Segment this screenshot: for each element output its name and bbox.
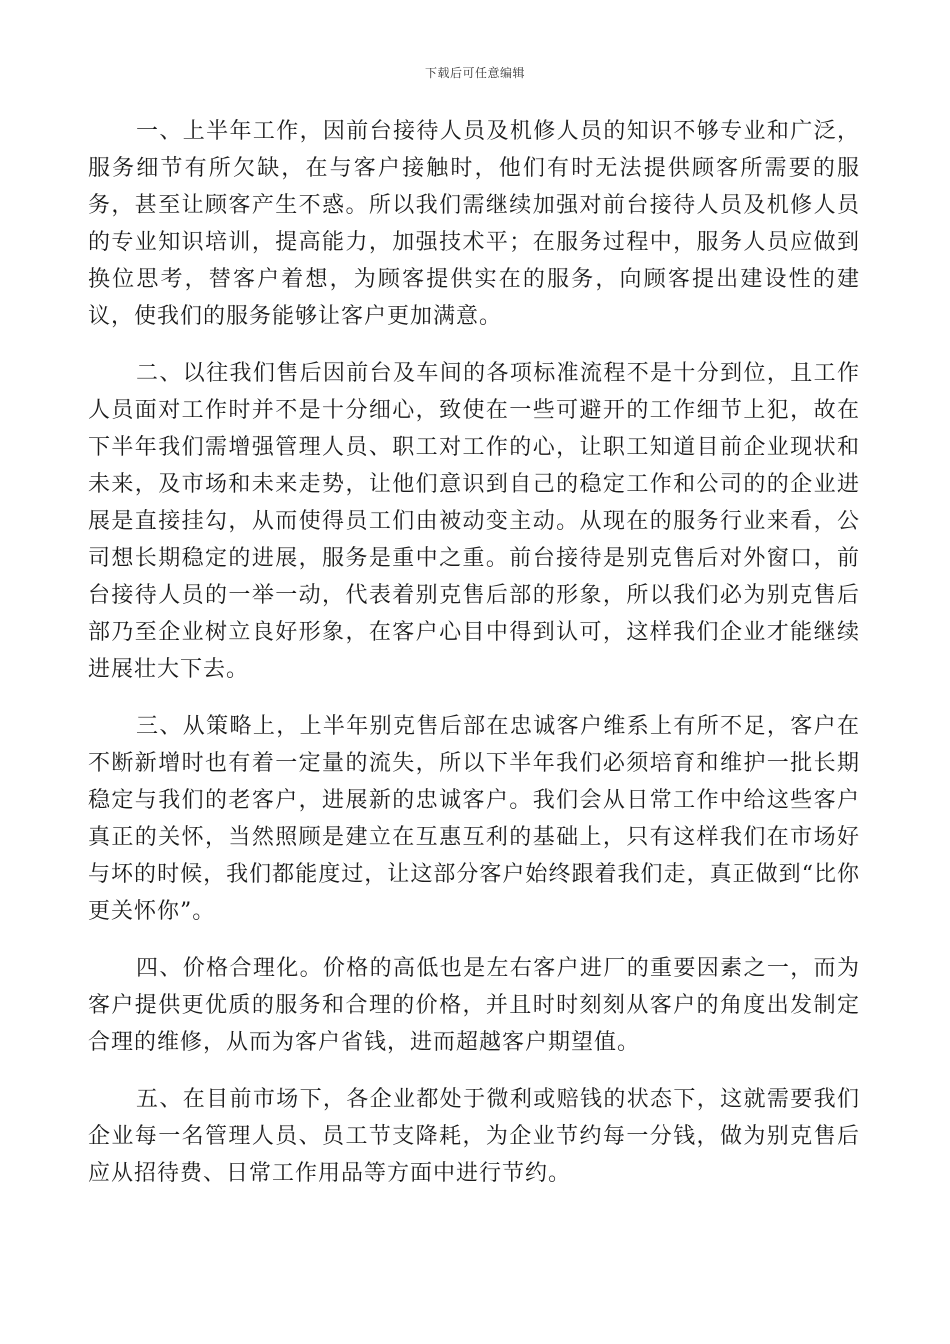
paragraph-3: 三、从策略上，上半年别克售后部在忠诚客户维系上有所不足，客户在不断新增时也有着一定量的流失，所以下半年我们必须培育和维护一批长期稳定与我们的老客户，进展新的忠诚客户。我们会从日常工作中给这些客户真正的关怀，当然照顾是建立在互惠互利的基础上，只有这样我们在市场好与坏的时候，我们都能度过，让这部分客户始终跟着我们走，真正做到“比你更关怀你”。: [88, 714, 860, 924]
page-header-note: 下载后可任意编辑: [424, 66, 525, 80]
document-body: [88, 113, 860, 1212]
paragraph-5: 五、在目前市场下，各企业都处于微利或赔钱的状态下，这就需要我们企业每一名管理人员、员工节支降耗，为企业节约每一分钱，做为别克售后应从招待费、日常工作用品等方面中进行节约。: [88, 1087, 860, 1186]
paragraph-1: 一、上半年工作，因前台接待人员及机修人员的知识不够专业和广泛，服务细节有所欠缺，在与客户接触时，他们有时无法提供顾客所需要的服务，甚至让顾客产生不惑。所以我们需继续加强对前台接待人员及机修人员的专业知识培训，提高能力，加强技术平；在服务过程中，服务人员应做到换位思考，替客户着想，为顾客提供实在的服务，向顾客提出建设性的建议，使我们的服务能够让客户更加满意。: [88, 119, 860, 329]
paragraph-4: 四、价格合理化。价格的高低也是左右客户进厂的重要因素之一，而为客户提供更优质的服务和合理的价格，并且时时刻刻从客户的角度出发制定合理的维修，从而为客户省钱，进而超越客户期望值。: [88, 956, 860, 1055]
paragraph-2: 二、以往我们售后因前台及车间的各项标准流程不是十分到位，且工作人员面对工作时并不是十分细心，致使在一些可避开的工作细节上犯，故在下半年我们需增强管理人员、职工对工作的心，让职工知道目前企业现状和未来，及市场和未来走势，让他们意识到自己的稳定工作和公司的的企业进展是直接挂勾，从而使得员工们由被动变主动。从现在的服务行业来看，公司想长期稳定的进展，服务是重中之重。前台接待是别克售后对外窗口，前台接待人员的一举一动，代表着别克售后部的形象，所以我们必为别克售后部乃至企业树立良好形象，在客户心目中得到认可，这样我们企业才能继续进展壮大下去。: [88, 361, 860, 682]
